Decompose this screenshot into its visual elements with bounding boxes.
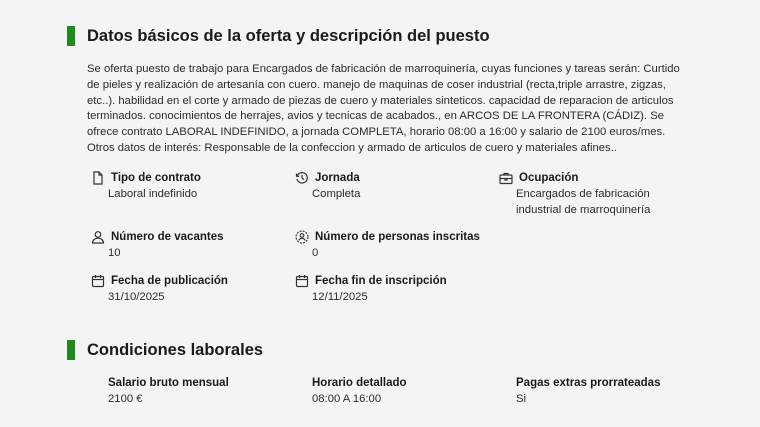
user-icon xyxy=(91,230,105,244)
field-fecha-fin-inscripcion xyxy=(295,274,447,306)
section-header-datos-basicos xyxy=(67,26,490,46)
section-header-condiciones-laborales xyxy=(67,340,263,360)
field-label: Número de vacantes xyxy=(111,231,224,243)
calendar-icon xyxy=(91,274,105,288)
field-value: 10 xyxy=(108,247,121,259)
field-jornada xyxy=(295,171,360,203)
history-clock-icon xyxy=(295,171,309,185)
field-label: Horario detallado xyxy=(312,377,407,389)
field-fecha-publicacion xyxy=(91,274,228,306)
job-description: Se oferta puesto de trabajo para Encargados de fabricación de marroquinería, cuyas funciones y tareas serán: Curtido de pieles y realización de artesanía con cuero. manejo de maquinas de coser industrial (recta,triple arrastre, zigzas, etc..). habilidad en el corte y armado de piezas de cuero y materiales sinteticos. capacidad de reparacion de articulos terminados. conocimientos de herrajes, avios y tecnicas de acabados., en ARCOS DE LA FRONTERA (CÁDIZ). Se ofrece contrato LABORAL INDEFINIDO, a jornada COMPLETA, horario 08:00 a 16:00 y salario de 2100 euros/mes. Otros datos de interés: Responsable de la confeccion y armado de articulos de cuero y materiales afines.. xyxy=(87,63,680,154)
field-value: Laboral indefinido xyxy=(108,188,198,200)
field-label: Fecha de publicación xyxy=(111,275,228,287)
section-title: Condiciones laborales xyxy=(87,340,264,359)
field-value: 0 xyxy=(312,247,319,259)
section-title: Datos básicos de la oferta y descripción del puesto xyxy=(87,26,490,45)
document-icon xyxy=(91,171,105,185)
field-pagas-extras xyxy=(516,377,660,408)
user-badge-icon xyxy=(295,230,309,244)
field-horario-detallado xyxy=(312,377,407,408)
field-personas-inscritas xyxy=(295,230,480,262)
field-value: 08:00 A 16:00 xyxy=(312,393,382,405)
field-value: Encargados de fabricación industrial de marroquinería xyxy=(516,188,651,216)
field-numero-vacantes xyxy=(91,230,224,262)
field-value: 2100 € xyxy=(108,393,143,405)
field-tipo-contrato xyxy=(91,171,201,203)
field-label: Fecha fin de inscripción xyxy=(315,275,447,287)
field-salario-bruto xyxy=(108,377,229,408)
field-label: Tipo de contrato xyxy=(111,172,201,184)
field-value: 12/11/2025 xyxy=(312,291,368,303)
field-label: Pagas extras prorrateadas xyxy=(516,377,661,389)
field-label: Salario bruto mensual xyxy=(108,377,229,389)
section-accent-bar xyxy=(67,26,75,46)
field-label: Ocupación xyxy=(519,172,579,184)
briefcase-icon xyxy=(499,171,513,185)
field-value: Completa xyxy=(312,188,361,200)
calendar-icon xyxy=(295,274,309,288)
field-label: Número de personas inscritas xyxy=(315,231,480,243)
field-ocupacion xyxy=(499,171,679,218)
section-accent-bar xyxy=(67,340,75,360)
field-label: Jornada xyxy=(315,172,360,184)
field-value: Si xyxy=(516,393,527,405)
field-value: 31/10/2025 xyxy=(108,291,165,303)
